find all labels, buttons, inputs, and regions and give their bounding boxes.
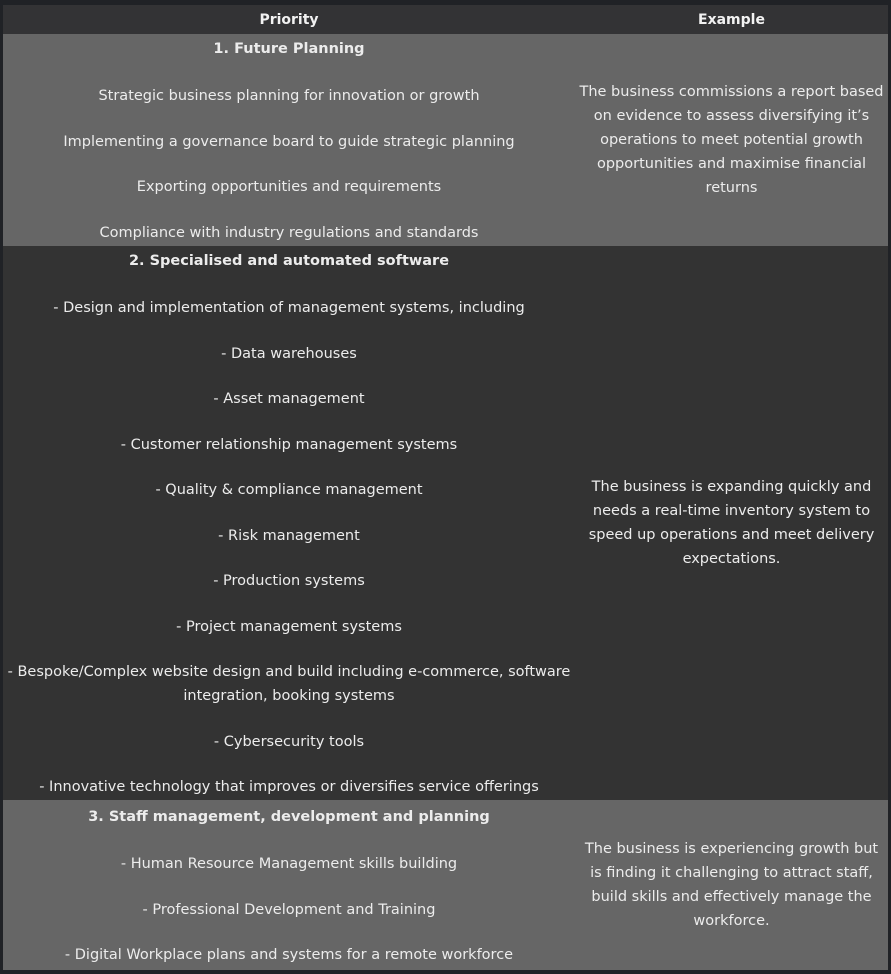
- table-header: [3, 5, 888, 34]
- table-row: [3, 34, 888, 246]
- priority-item: - Asset management: [213, 391, 365, 407]
- example-text: The business commissions a report based on evidence to assess diversifying it’s operations to meet potential growth opportunities and maximise financial returns: [579, 84, 884, 196]
- priority-item: - Digital Workplace plans and systems for a remote workforce: [64, 947, 514, 963]
- priority-heading: 3. Staff management, development and planning: [88, 809, 490, 825]
- priority-item: - Professional Development and Training: [142, 901, 436, 918]
- priority-cell: [3, 34, 575, 246]
- example-text: The business is expanding quickly and needs a real-time inventory system to speed up operations and meet delivery expectations.: [588, 479, 875, 567]
- table-row: [3, 800, 888, 970]
- example-cell: [575, 246, 888, 800]
- priority-item: Strategic business planning for innovation or growth: [98, 88, 480, 105]
- priority-item: - Innovative technology that improves or diversifies service offerings: [39, 779, 539, 795]
- priority-item: Compliance with industry regulations and standards: [99, 224, 479, 241]
- example-cell: [575, 34, 888, 246]
- example-cell: [575, 800, 888, 970]
- priority-item: - Cybersecurity tools: [213, 733, 365, 750]
- example-column-header: Example: [575, 5, 888, 34]
- priority-item: - Human Resource Management skills building: [120, 856, 458, 872]
- priority-item: - Design and implementation of management systems, including: [53, 300, 525, 316]
- priority-item: - Risk management: [218, 527, 360, 544]
- priority-item: - Production systems: [213, 573, 365, 589]
- priority-item: Implementing a governance board to guide strategic planning: [63, 133, 515, 150]
- priority-heading: 2. Specialised and automated software: [128, 253, 450, 269]
- priority-cell: [3, 800, 575, 970]
- priority-column-header: Priority: [3, 5, 575, 34]
- priority-item: - Quality & compliance management: [155, 482, 423, 498]
- priority-item: - Project management systems: [176, 618, 402, 635]
- priority-item: Exporting opportunities and requirements: [136, 179, 442, 196]
- priority-heading: 1. Future Planning: [213, 41, 365, 58]
- priority-table: [3, 5, 888, 970]
- priority-item: - Bespoke/Complex website design and build including e-commerce, software integration, booking systems: [7, 664, 571, 704]
- example-text: The business is experiencing growth but is finding it challenging to attract staff, build skills and effectively manage the workforce.: [584, 841, 879, 929]
- priority-item: - Customer relationship management systems: [120, 436, 458, 453]
- table-row: [3, 246, 888, 800]
- priority-cell: [3, 246, 575, 800]
- priority-item: - Data warehouses: [221, 345, 357, 362]
